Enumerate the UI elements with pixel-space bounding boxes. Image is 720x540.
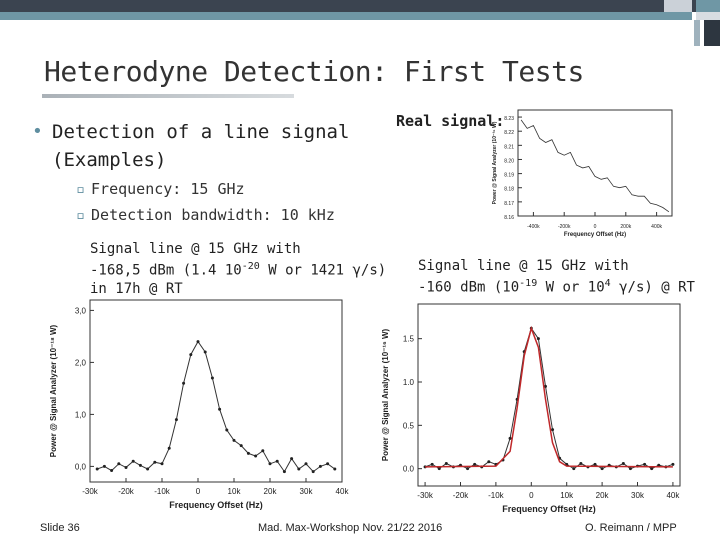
y-tick-label: 8.22 — [504, 130, 514, 137]
data-point — [218, 408, 221, 411]
bullet-main — [32, 118, 352, 174]
x-tick-label: -20k — [452, 491, 469, 500]
y-tick-label: 8.18 — [504, 186, 514, 193]
data-point — [537, 337, 540, 340]
caption-right — [418, 257, 695, 297]
title-underline — [42, 94, 294, 98]
chart-right — [378, 296, 690, 518]
data-point — [572, 467, 575, 470]
data-point — [197, 340, 200, 343]
data-point — [254, 455, 257, 458]
data-point — [110, 469, 113, 472]
y-tick-label: 0,0 — [74, 462, 86, 472]
x-tick-label: 10k — [560, 491, 574, 500]
caption-right-line1: Signal line @ 15 GHz with — [418, 258, 629, 274]
data-point — [438, 467, 441, 470]
series-line — [97, 342, 335, 472]
data-point — [225, 429, 228, 432]
caption-right-line2: -160 dBm ($10^{-19}$ W or $10^4$ γ/s) @ RT — [418, 278, 695, 296]
x-tick-label: 0 — [195, 487, 201, 496]
caption-left-line2: -168,5 dBm (1.4 $10^{-20}$ W or 1421 γ/s) — [90, 261, 387, 279]
y-tick-label: 2,0 — [74, 358, 86, 368]
data-point — [175, 418, 178, 421]
x-tick-label: 20k — [595, 491, 609, 500]
data-point — [182, 382, 185, 385]
data-point — [261, 449, 264, 452]
x-tick-label: -10k — [488, 491, 504, 500]
x-tick-label: 40k — [666, 491, 680, 500]
data-point — [594, 463, 597, 466]
data-point — [117, 462, 120, 465]
data-point — [305, 462, 308, 465]
y-axis-label: Power @ Signal Analyzer (10⁻¹⁶ W) — [381, 328, 390, 462]
data-point — [671, 463, 674, 466]
slide-title: Heterodyne Detection: First Tests — [44, 55, 584, 88]
data-point — [189, 353, 192, 356]
y-tick-label: 0.5 — [402, 421, 414, 431]
data-point — [445, 462, 448, 465]
data-point — [233, 439, 236, 442]
x-tick-label: -10k — [154, 487, 170, 496]
caption-left-line1: Signal line @ 15 GHz with — [90, 241, 301, 257]
y-axis-label: Power @ Signal Analyzer (10⁻¹⁸ W) — [49, 324, 58, 458]
data-point — [650, 467, 653, 470]
x-tick-label: -200k — [557, 224, 571, 230]
bullet-main-text: Detection of a line signal (Examples) — [52, 121, 350, 171]
top-decor-band — [0, 20, 720, 46]
y-tick-label: 8.17 — [504, 200, 514, 207]
series-line — [425, 328, 673, 467]
x-tick-label: -30k — [417, 491, 433, 500]
data-point — [297, 468, 300, 471]
y-tick-label: 0.0 — [402, 464, 414, 474]
y-tick-label: 1,0 — [74, 410, 86, 420]
square-bullet-icon: ▫ — [76, 206, 86, 224]
data-point — [579, 462, 582, 465]
data-point — [96, 468, 99, 471]
footer-slide-number: Slide 36 — [40, 522, 80, 534]
data-point — [247, 452, 250, 455]
y-tick-label: 8.20 — [504, 158, 514, 165]
x-tick-label: 0 — [529, 491, 534, 500]
data-point — [431, 463, 434, 466]
y-tick-label: 8.19 — [504, 172, 514, 179]
x-axis-label: Frequency Offset (Hz) — [169, 500, 263, 510]
series-line — [425, 328, 673, 468]
data-point — [204, 351, 207, 354]
top-decor-bar — [0, 0, 720, 12]
data-point — [473, 463, 476, 466]
y-tick-label: 8.23 — [504, 116, 514, 123]
x-tick-label: 30k — [631, 491, 644, 500]
data-point — [168, 447, 171, 450]
x-axis-label: Frequency Offset (Hz) — [563, 232, 627, 238]
x-tick-label: 10k — [227, 487, 241, 496]
data-point — [146, 468, 149, 471]
x-axis-label: Frequency Offset (Hz) — [502, 504, 596, 514]
data-point — [125, 466, 128, 469]
plot-frame — [518, 110, 672, 216]
top-decor-stripe — [0, 12, 720, 20]
data-point — [622, 462, 625, 465]
data-point — [466, 467, 469, 470]
data-point — [153, 461, 156, 464]
data-point — [601, 467, 604, 470]
plot-frame — [418, 304, 680, 486]
data-point — [139, 464, 142, 467]
x-tick-label: -20k — [118, 487, 134, 496]
y-tick-label: 8.21 — [504, 144, 514, 151]
sub-item-bandwidth-text: Detection bandwidth: 10 kHz — [91, 206, 335, 224]
y-tick-label: 3,0 — [74, 306, 86, 316]
data-point — [283, 470, 286, 473]
chart-real-signal — [488, 106, 678, 244]
caption-left — [90, 240, 386, 298]
data-point — [132, 460, 135, 463]
x-tick-label: -30k — [82, 487, 98, 496]
x-tick-label: 0 — [593, 224, 597, 230]
y-tick-label: 1.5 — [402, 334, 414, 344]
data-point — [551, 428, 554, 431]
plot-frame — [90, 300, 342, 482]
series-line — [521, 120, 669, 212]
data-point — [487, 460, 490, 463]
x-tick-label: 400k — [651, 224, 663, 230]
square-bullet-icon: ▫ — [76, 180, 86, 198]
data-point — [269, 462, 272, 465]
data-point — [161, 462, 164, 465]
y-axis-label: Power @ Signal Analyzer (10⁻¹⁶ W) — [492, 121, 498, 205]
data-point — [312, 470, 315, 473]
data-point — [629, 467, 632, 470]
x-tick-label: 20k — [263, 487, 277, 496]
data-point — [326, 462, 329, 465]
chart-left — [44, 292, 360, 514]
data-point — [290, 457, 293, 460]
bullet-dot-icon: • — [32, 121, 43, 142]
real-signal-label: Real signal: — [396, 112, 505, 130]
data-point — [643, 463, 646, 466]
data-point — [240, 444, 243, 447]
caption-left-line3: in 17h @ RT — [90, 280, 183, 297]
sub-item-bandwidth — [76, 206, 335, 224]
data-point — [333, 468, 336, 471]
y-tick-label: 1.0 — [402, 378, 414, 387]
footer-center: Mad. Max-Workshop Nov. 21/22 2016 — [258, 522, 443, 534]
data-point — [319, 465, 322, 468]
x-tick-label: 200k — [620, 224, 632, 230]
x-tick-label: -400k — [527, 224, 540, 230]
x-tick-label: 30k — [299, 487, 313, 496]
data-point — [276, 460, 279, 463]
data-point — [103, 465, 106, 468]
sub-item-frequency — [76, 180, 245, 198]
x-tick-label: 40k — [335, 487, 349, 496]
y-tick-label: 8.16 — [504, 215, 514, 221]
sub-item-frequency-text: Frequency: 15 GHz — [91, 180, 245, 198]
data-point — [211, 377, 214, 380]
footer-author: O. Reimann / MPP — [585, 522, 677, 534]
data-point — [509, 437, 512, 440]
